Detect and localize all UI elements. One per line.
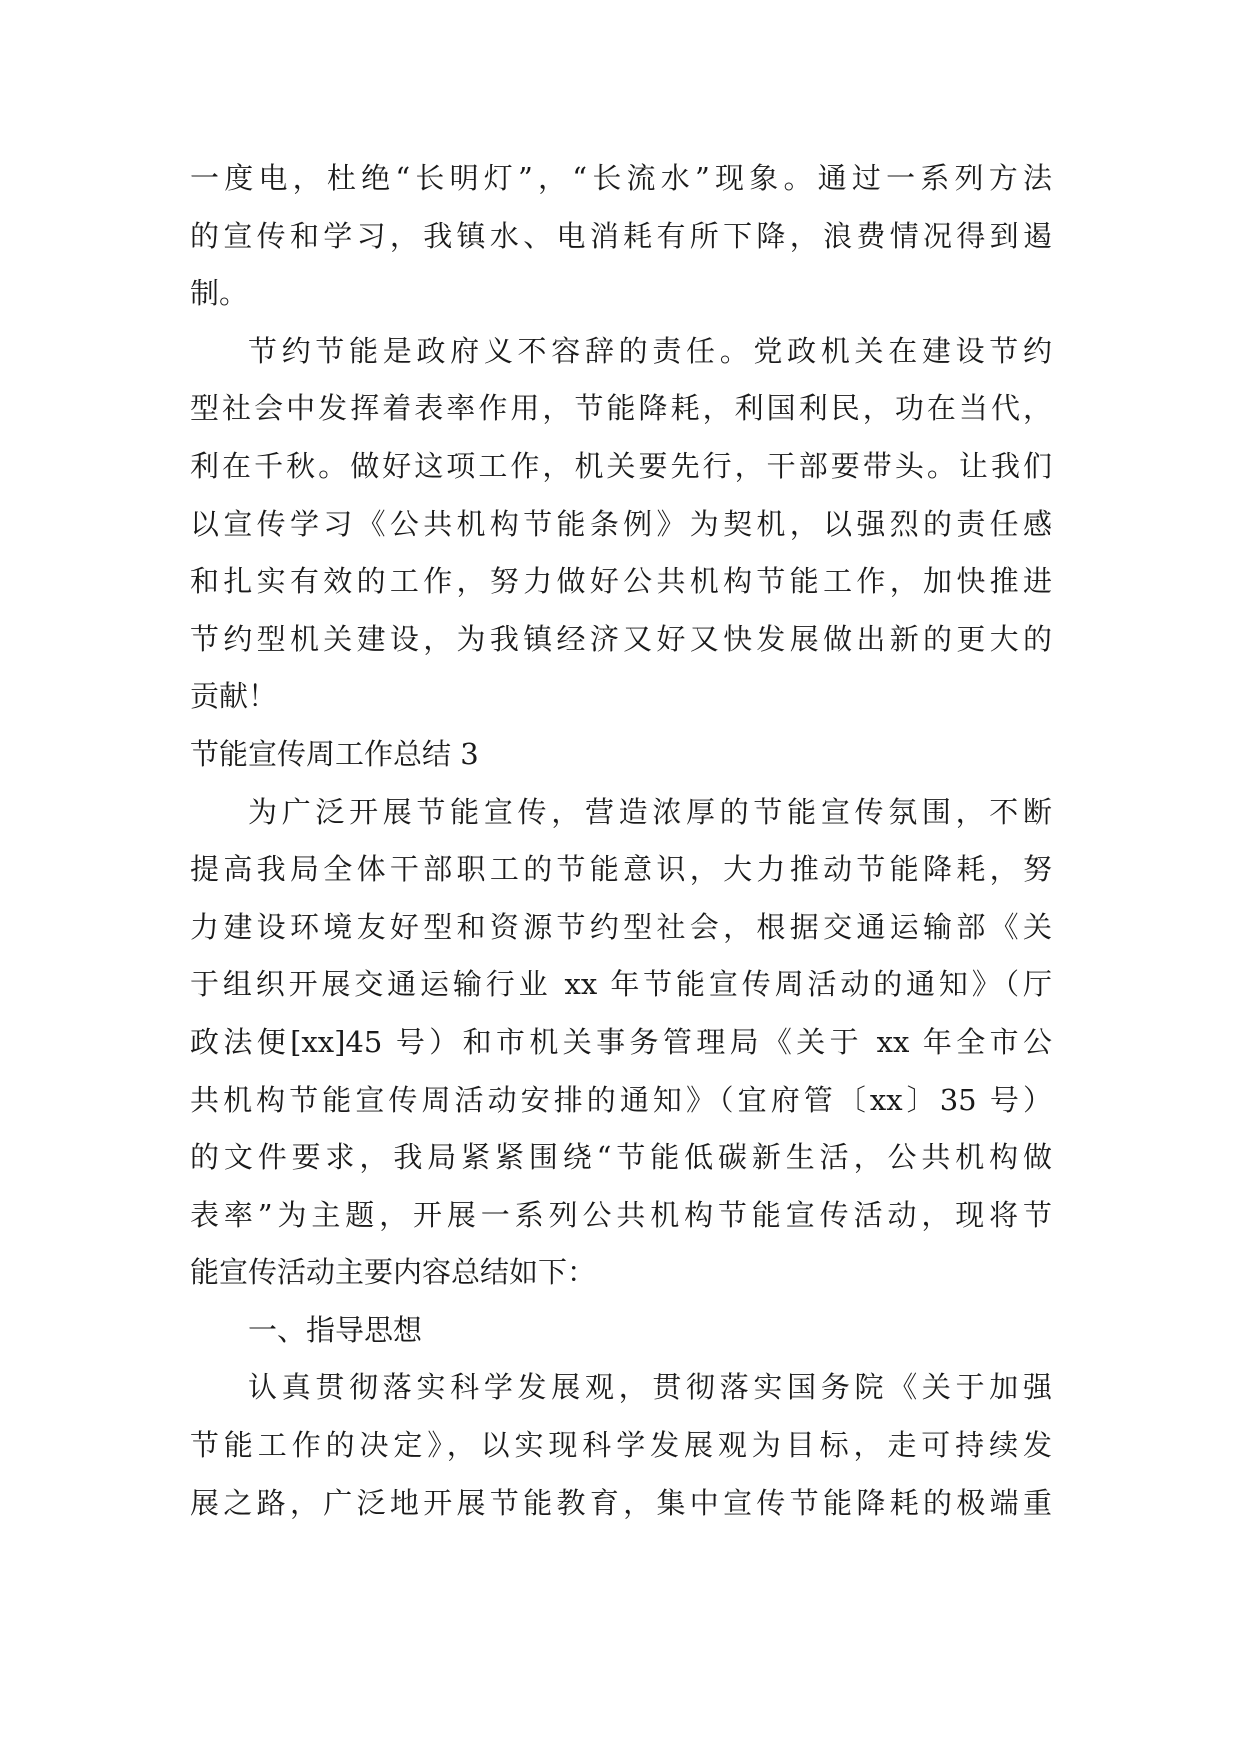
text-line: 于组织开展交通运输行业 xx 年节能宣传周活动的通知》（厅 [190,967,1052,1002]
text-line: 和扎实有效的工作，努力做好公共机构节能工作，加快推进 [190,564,1052,599]
text-line: 型社会中发挥着表率作用，节能降耗，利国利民，功在当代， [190,391,1052,426]
text-line: 提高我局全体干部职工的节能意识，大力推动节能降耗，努 [190,852,1052,887]
text-line: 贡献！ [190,679,278,714]
text-line: 的文件要求，我局紧紧围绕“节能低碳新生活，公共机构做 [190,1140,1052,1175]
text-line: 共机构节能宣传周活动安排的通知》（宜府管〔xx〕35 号） [190,1082,1052,1117]
text-line: 能宣传活动主要内容总结如下： [190,1255,597,1290]
text-line: 一度电，杜绝“长明灯”，“长流水”现象。通过一系列方法 [190,161,1052,195]
subsection-heading: 一、指导思想 [248,1312,423,1347]
paragraph-first-line: 节约节能是政府义不容辞的责任。党政机关在建设节约 [248,333,1052,368]
document-body [190,150,1052,1532]
text-line: 的宣传和学习，我镇水、电消耗有所下降，浪费情况得到遏 [190,218,1052,253]
section-title: 节能宣传周工作总结 3 [190,736,479,771]
text-line: 表率”为主题，开展一系列公共机构节能宣传活动，现将节 [190,1197,1052,1232]
text-line: 政法便[xx]45 号）和市机关事务管理局《关于 xx 年全市公 [190,1024,1052,1059]
text-line: 以宣传学习《公共机构节能条例》为契机，以强烈的责任感 [190,506,1052,541]
text-line: 利在千秋。做好这项工作，机关要先行，干部要带头。让我们 [190,448,1052,483]
text-line: 节能工作的决定》，以实现科学发展观为目标，走可持续发 [190,1428,1052,1463]
text-line: 展之路，广泛地开展节能教育，集中宣传节能降耗的极端重 [190,1485,1052,1520]
text-line: 力建设环境友好型和资源节约型社会，根据交通运输部《关 [190,909,1052,944]
paragraph-first-line: 认真贯彻落实科学发展观，贯彻落实国务院《关于加强 [248,1370,1052,1405]
paragraph-first-line: 为广泛开展节能宣传，营造浓厚的节能宣传氛围，不断 [248,794,1052,829]
text-line: 制。 [190,276,249,311]
text-line: 节约型机关建设，为我镇经济又好又快发展做出新的更大的 [190,621,1052,656]
